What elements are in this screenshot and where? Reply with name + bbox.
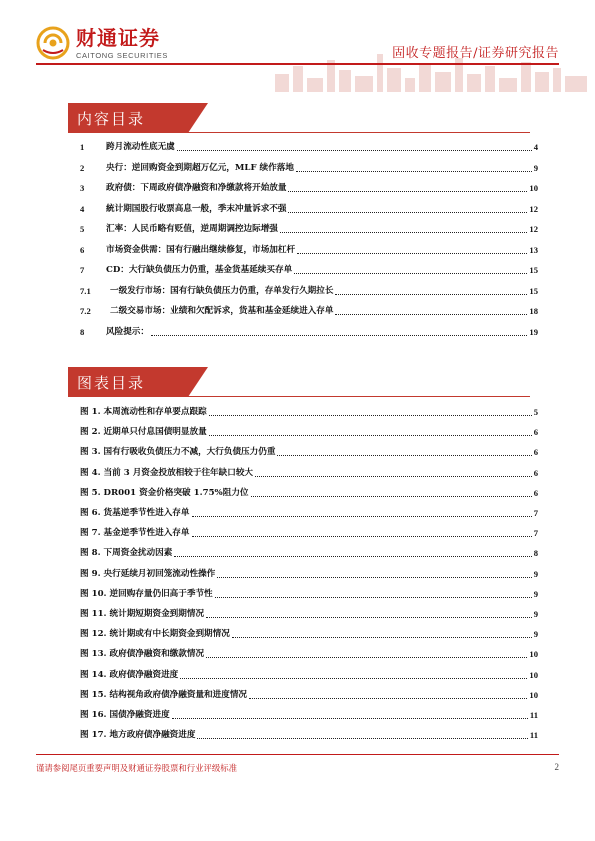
dot-leader	[215, 597, 532, 598]
dot-leader	[280, 232, 528, 233]
toc-item-number: 8	[80, 326, 85, 337]
figure-item-title: 图 16. 国债净融资进度	[80, 710, 170, 720]
dot-leader	[192, 516, 532, 517]
figure-item-title: 图 4. 当前 3 月资金投放相较于往年缺口较大	[80, 467, 254, 478]
dot-leader	[251, 496, 532, 497]
toc-item-title: 风险提示：	[106, 326, 149, 337]
toc-item-title: 汇率：人民币略有贬值，逆周期调控边际增强	[106, 224, 278, 234]
dot-leader	[294, 273, 527, 274]
toc-item-title: 央行：逆回购资金到期超万亿元，MLF 续作落地	[106, 162, 294, 173]
figure-item-page: 8	[533, 548, 538, 559]
report-type-label: 固收专题报告/证券研究报告	[392, 46, 559, 61]
dot-leader	[277, 455, 531, 456]
figure-item-title: 图 6. 货基逆季节性进入存单	[80, 508, 190, 518]
figure-list-item[interactable]	[80, 584, 538, 600]
dot-leader	[288, 191, 527, 192]
dot-leader	[206, 617, 532, 618]
figure-list-item[interactable]	[80, 422, 538, 438]
figure-list-item[interactable]	[80, 442, 538, 458]
dot-leader	[249, 698, 527, 699]
logo-english-name: CAITONG SECURITIES	[76, 50, 168, 60]
dot-leader	[209, 415, 532, 416]
figure-item-title: 图 15. 结构视角政府债净融资量和进度情况	[80, 689, 248, 700]
figure-item-title: 图 17. 地方政府债净融资进度	[80, 730, 196, 741]
figure-list-item[interactable]	[80, 624, 538, 640]
dot-leader	[174, 556, 531, 557]
footer-divider	[36, 754, 559, 755]
logo-emblem-icon	[36, 26, 70, 60]
figure-list-item[interactable]	[80, 523, 538, 539]
figure-item-page: 7	[533, 528, 538, 539]
figure-list-item[interactable]	[80, 604, 538, 620]
dot-leader	[197, 738, 527, 739]
toc-banner	[68, 103, 530, 133]
dot-leader	[151, 335, 527, 336]
figure-list-item[interactable]	[80, 705, 538, 721]
figure-item-page: 11	[529, 710, 538, 720]
toc-item[interactable]	[80, 137, 538, 153]
figure-list-item[interactable]	[80, 644, 538, 660]
figure-item-title: 图 7. 基金逆季节性进入存单	[80, 528, 190, 539]
toc-item-page: 12	[529, 203, 538, 214]
toc-item-page: 19	[529, 326, 538, 337]
toc-item-title: 二级交易市场：业绩和欠配诉求，货基和基金延续进入存单	[110, 306, 334, 316]
dot-leader	[296, 171, 532, 172]
figure-item-page: 9	[533, 568, 538, 579]
toc-item-page: 15	[529, 285, 538, 296]
toc-item[interactable]	[80, 199, 538, 215]
logo-chinese-name: 财通证券	[76, 25, 160, 50]
figure-item-page: 5	[533, 407, 538, 417]
figure-item-title: 图 13. 政府债净融资和缴款情况	[80, 649, 205, 660]
toc-item[interactable]	[80, 178, 538, 194]
figure-list-item[interactable]	[80, 503, 538, 519]
toc-item-number: 5	[80, 224, 85, 234]
toc-item-number: 1	[80, 142, 85, 152]
toc-item[interactable]	[80, 240, 538, 256]
toc-title: 内容目录	[77, 110, 146, 128]
toc-item-title: 一级发行市场：国有行缺负债压力仍重，存单发行久期拉长	[110, 285, 334, 296]
footer-disclaimer: 谨请参阅尾页重要声明及财通证券股票和行业评级标准	[36, 763, 237, 773]
toc-item-page: 13	[529, 244, 538, 255]
toc-item[interactable]	[80, 322, 538, 338]
figure-item-title: 图 11. 统计期短期资金到期情况	[80, 609, 205, 619]
figure-item-page: 11	[529, 730, 538, 741]
figure-list-item[interactable]	[80, 463, 538, 479]
toc-item-page: 15	[529, 265, 538, 275]
toc-item[interactable]	[80, 281, 538, 297]
dot-leader	[335, 314, 527, 315]
dot-leader	[172, 718, 528, 719]
dot-leader	[255, 476, 532, 477]
toc-item[interactable]	[80, 219, 538, 235]
toc-item-number: 4	[80, 203, 85, 214]
figures-title: 图表目录	[77, 374, 146, 392]
figure-item-title: 图 9. 央行延续月初回笼流动性操作	[80, 568, 216, 579]
dot-leader	[180, 678, 527, 679]
figure-item-title: 图 3. 国有行吸收负债压力不减，大行负债压力仍重	[80, 447, 276, 458]
page-number: 2	[554, 762, 559, 772]
figure-item-page: 10	[529, 689, 538, 700]
dot-leader	[177, 150, 532, 151]
dot-leader	[232, 637, 532, 638]
toc-item-title: 政府债：下周政府债净融资和净缴款将开始放量	[106, 183, 287, 193]
toc-item[interactable]	[80, 301, 538, 317]
toc-item-title: 跨月流动性底无虞	[106, 142, 175, 152]
figure-item-page: 6	[533, 447, 538, 458]
figure-item-page: 6	[533, 427, 538, 438]
figure-list-item[interactable]	[80, 685, 538, 701]
toc-item-number: 3	[80, 183, 85, 193]
dot-leader	[209, 435, 532, 436]
dot-leader	[217, 577, 531, 578]
figure-item-title: 图 1. 本周流动性和存单要点跟踪	[80, 407, 207, 417]
figure-list-item[interactable]	[80, 543, 538, 559]
figures-banner	[68, 367, 530, 397]
toc-item-page: 10	[529, 183, 538, 193]
dot-leader	[192, 536, 532, 537]
figure-list-item[interactable]	[80, 725, 538, 741]
company-logo	[36, 26, 168, 60]
figure-item-title: 图 2. 近期单只付息国债明显放量	[80, 427, 207, 438]
figure-item-page: 10	[529, 649, 538, 660]
figure-list-item[interactable]	[80, 483, 538, 499]
figure-item-page: 9	[533, 588, 538, 599]
dot-leader	[288, 212, 527, 213]
dot-leader	[206, 657, 527, 658]
toc-item-page: 12	[529, 224, 538, 234]
toc-item-number: 2	[80, 162, 85, 173]
page-header	[0, 0, 595, 100]
figure-item-title: 图 8. 下周资金扰动因素	[80, 548, 173, 559]
figure-list-item[interactable]	[80, 665, 538, 681]
toc-item[interactable]	[80, 260, 538, 276]
toc-item-number: 7.2	[80, 306, 91, 316]
figure-item-page: 10	[529, 669, 538, 680]
toc-item-title: 統计期国股行收票高息一般，季末冲量诉求不强	[106, 203, 287, 214]
header-divider	[36, 63, 559, 65]
toc-item-page: 9	[533, 162, 538, 173]
figure-item-title: 图 5. DR001 资金价格突破 1.75%阻力位	[80, 487, 249, 498]
toc-item-page: 4	[533, 142, 538, 152]
toc-item-number: 7.1	[80, 285, 91, 296]
figure-item-page: 6	[533, 467, 538, 478]
dot-leader	[335, 294, 527, 295]
figure-item-page: 9	[533, 629, 538, 640]
toc-item-number: 7	[80, 265, 85, 275]
figure-item-page: 9	[533, 609, 538, 619]
toc-item-number: 6	[80, 244, 85, 255]
figure-item-title: 图 10. 逆回购存量仍旧高于季节性	[80, 588, 213, 599]
figure-item-page: 6	[533, 487, 538, 498]
figure-item-page: 7	[533, 508, 538, 518]
toc-item-title: CD：大行缺负债压力仍重，基金货基延续买存单	[106, 265, 293, 275]
dot-leader	[297, 253, 527, 254]
figure-item-title: 图 14. 政府债净融资进度	[80, 669, 179, 680]
toc-item[interactable]	[80, 158, 538, 174]
toc-item-title: 市场资金供需：国有行融出继续修复，市场加杠杆	[106, 244, 296, 255]
toc-item-page: 18	[529, 306, 538, 316]
figure-item-title: 图 12. 统计期或有中长期资金到期情况	[80, 629, 230, 640]
figure-list-item[interactable]	[80, 564, 538, 580]
figure-list-item[interactable]	[80, 402, 538, 418]
